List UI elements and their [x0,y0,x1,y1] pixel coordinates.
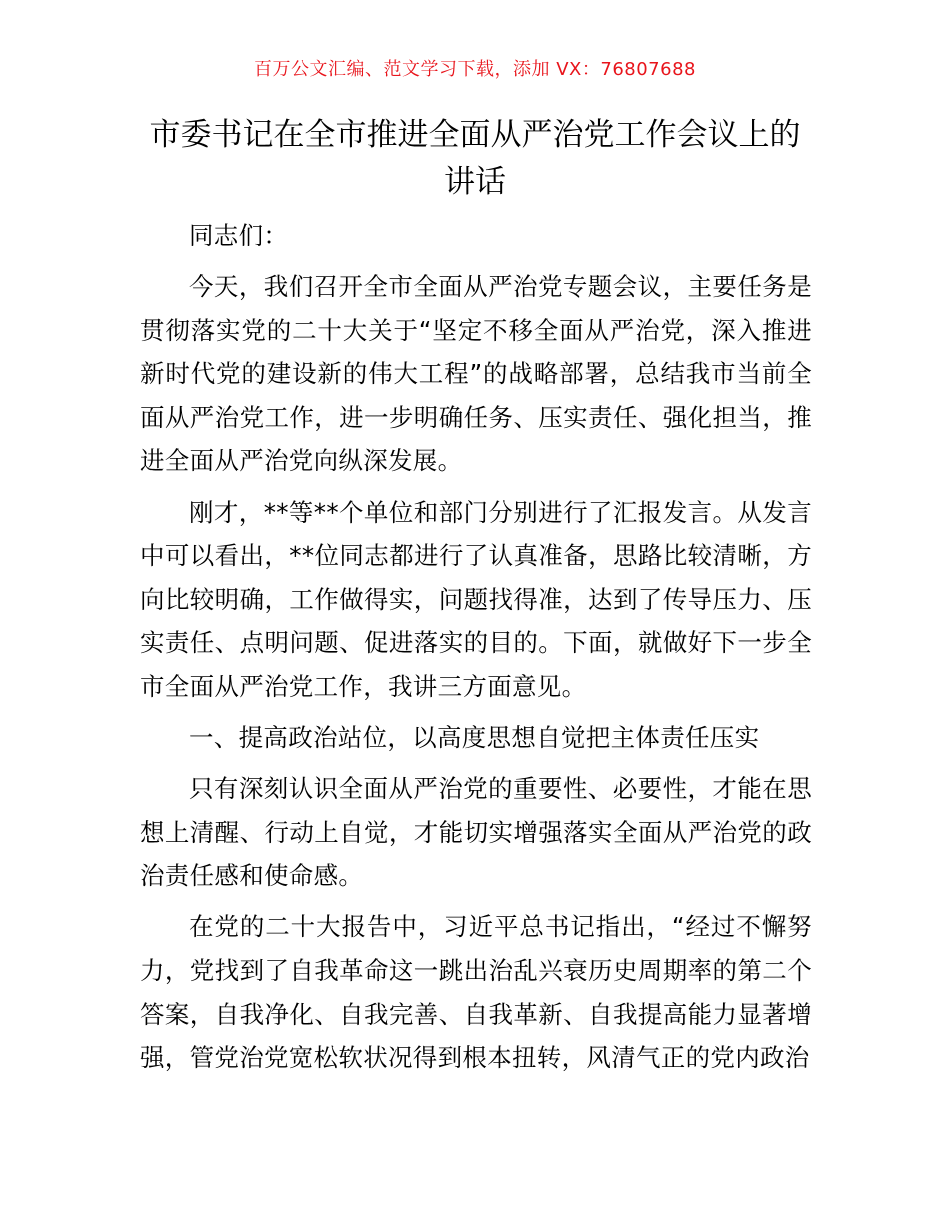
paragraph-reports: 刚才，**等**个单位和部门分别进行了汇报发言。从发言中可以看出，**位同志都进行了认真准备，思路比较清晰，方向比较明确，工作做得实，问题找得准，达到了传导压力、压实责任、点明问题、促进落实的目的。下面，就做好下一步全市全面从严治党工作，我讲三方面意见。 [140,497,812,701]
header-banner: 百万公文汇编、范文学习下载，添加 VX：76807688 [254,59,696,80]
paragraph-opening: 今天，我们召开全市全面从严治党专题会议，主要任务是贯彻落实党的二十大关于“坚定不移全面从严治党，深入推进新时代党的建设新的伟大工程”的战略部署，总结我市当前全面从严治党工作，进一步明确任务、压实责任、强化担当，推进全面从严治党向纵深发展。 [140,272,812,476]
document-body [140,214,812,1080]
paragraph-awareness: 只有深刻认识全面从严治党的重要性、必要性，才能在思想上清醒、行动上自觉，才能切实增强落实全面从严治党的政治责任感和使命感。 [140,774,812,891]
document-title: 市委书记在全市推进全面从严治党工作会议上的讲话 [149,117,801,200]
salutation: 同志们： [189,221,289,250]
section-heading-one: 一、提高政治站位，以高度思想自觉把主体责任压实 [189,723,760,753]
paragraph-report-quote: 在党的二十大报告中，习近平总书记指出，“经过不懈努力，党找到了自我革命这一跳出治乱兴衰历史周期率的第二个答案，自我净化、自我完善、自我革新、自我提高能力显著增强，管党治党宽松软状况得到根本扭转，风清气正的党内政治 [140,912,812,1073]
